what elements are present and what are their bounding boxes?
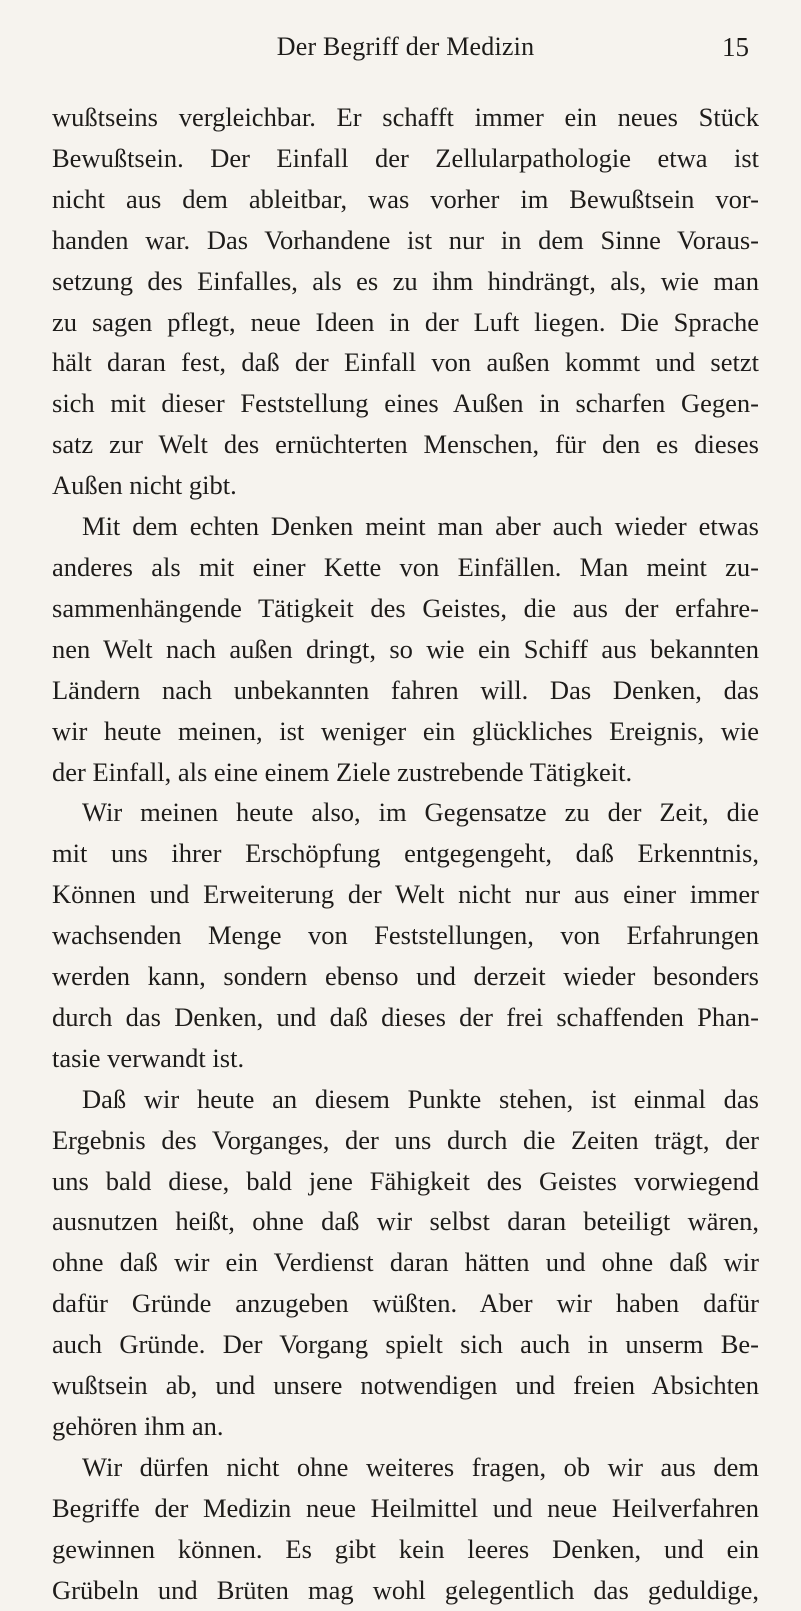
text-line: gewinnen können. Es gibt kein leeres Denken, und ein [52,1533,759,1564]
text-line: nicht aus dem ableitbar, was vorher im Bewußtsein vor- [52,183,759,214]
text-line: dafür Gründe anzugeben wüßten. Aber wir haben dafür [52,1288,759,1319]
text-line: Außen nicht gibt. [52,470,237,501]
text-line: nen Welt nach außen dringt, so wie ein Schiff aus bekannten [52,633,759,664]
paragraph-3 [52,792,759,1078]
text-line: zu sagen pflegt, neue Ideen in der Luft liegen. Die Sprache [52,306,759,337]
text-line: sammenhängende Tätigkeit des Geistes, die aus der erfahre- [52,592,759,623]
text-line: Ländern nach unbekannten fahren will. Das Denken, das [52,674,759,705]
text-line: Bewußtsein. Der Einfall der Zellularpathologie etwa ist [52,142,759,173]
page-header [52,26,759,70]
text-line: tasie verwandt ist. [52,1042,245,1073]
text-line: wir heute meinen, ist weniger ein glückliches Ereignis, wie [52,715,759,746]
page-number: 15 [722,32,749,62]
text-line: Können und Erweiterung der Welt nicht nur aus einer immer [52,879,759,910]
text-line: Grübeln und Brüten mag wohl gelegentlich das geduldige, [52,1574,759,1605]
text-line: ohne daß wir ein Verdienst daran hätten und ohne daß wir [52,1247,759,1278]
text-line: Daß wir heute an diesem Punkte stehen, ist einmal das [82,1083,759,1114]
text-line: hält daran fest, daß der Einfall von außen kommt und setzt [52,347,759,378]
text-line: mit uns ihrer Erschöpfung entgegengeht, daß Erkenntnis, [52,838,759,869]
body-text [52,97,759,1611]
paragraph-2 [52,506,759,792]
text-line: Mit dem echten Denken meint man aber auch wieder etwas [82,511,759,542]
text-line: handen war. Das Vorhandene ist nur in dem Sinne Voraus- [52,224,759,255]
text-line: durch das Denken, und daß dieses der frei schaffenden Phan- [52,1001,759,1032]
text-line: wußtseins vergleichbar. Er schafft immer ein neues Stück [52,102,759,132]
text-line: wachsenden Menge von Feststellungen, von Erfahrungen [52,920,759,951]
paragraph-5 [52,1447,759,1611]
text-line: Wir meinen heute also, im Gegensatze zu der Zeit, die [82,797,759,828]
text-line: auch Gründe. Der Vorgang spielt sich auch in unserm Be- [52,1329,759,1360]
text-line: ausnutzen heißt, ohne daß wir selbst daran beteiligt wären, [52,1206,759,1237]
text-line: satz zur Welt des ernüchterten Menschen, für den es dieses [52,429,759,460]
paragraph-1 [52,97,759,506]
text-line: Ergebnis des Vorganges, der uns durch die Zeiten trägt, der [52,1124,759,1155]
text-line: uns bald diese, bald jene Fähigkeit des Geistes vorwiegend [52,1165,759,1196]
text-line: wußtsein ab, und unsere notwendigen und freien Absichten [52,1370,759,1401]
text-line: Wir dürfen nicht ohne weiteres fragen, ob wir aus dem [82,1451,759,1482]
text-line: anderes als mit einer Kette von Einfällen. Man meint zu- [52,551,759,582]
paragraph-4 [52,1079,759,1447]
running-title: Der Begriff der Medizin [276,32,535,61]
text-line: gehören ihm an. [52,1411,224,1441]
text-line: sich mit dieser Feststellung eines Außen in scharfen Gegen- [52,388,759,419]
text-line: der Einfall, als eine einem Ziele zustrebende Tätigkeit. [52,756,633,787]
text-line: Begriffe der Medizin neue Heilmittel und neue Heilverfahren [52,1492,759,1523]
text-line: werden kann, sondern ebenso und derzeit wieder besonders [52,961,759,992]
text-line: setzung des Einfalles, als es zu ihm hindrängt, als, wie man [52,265,759,296]
